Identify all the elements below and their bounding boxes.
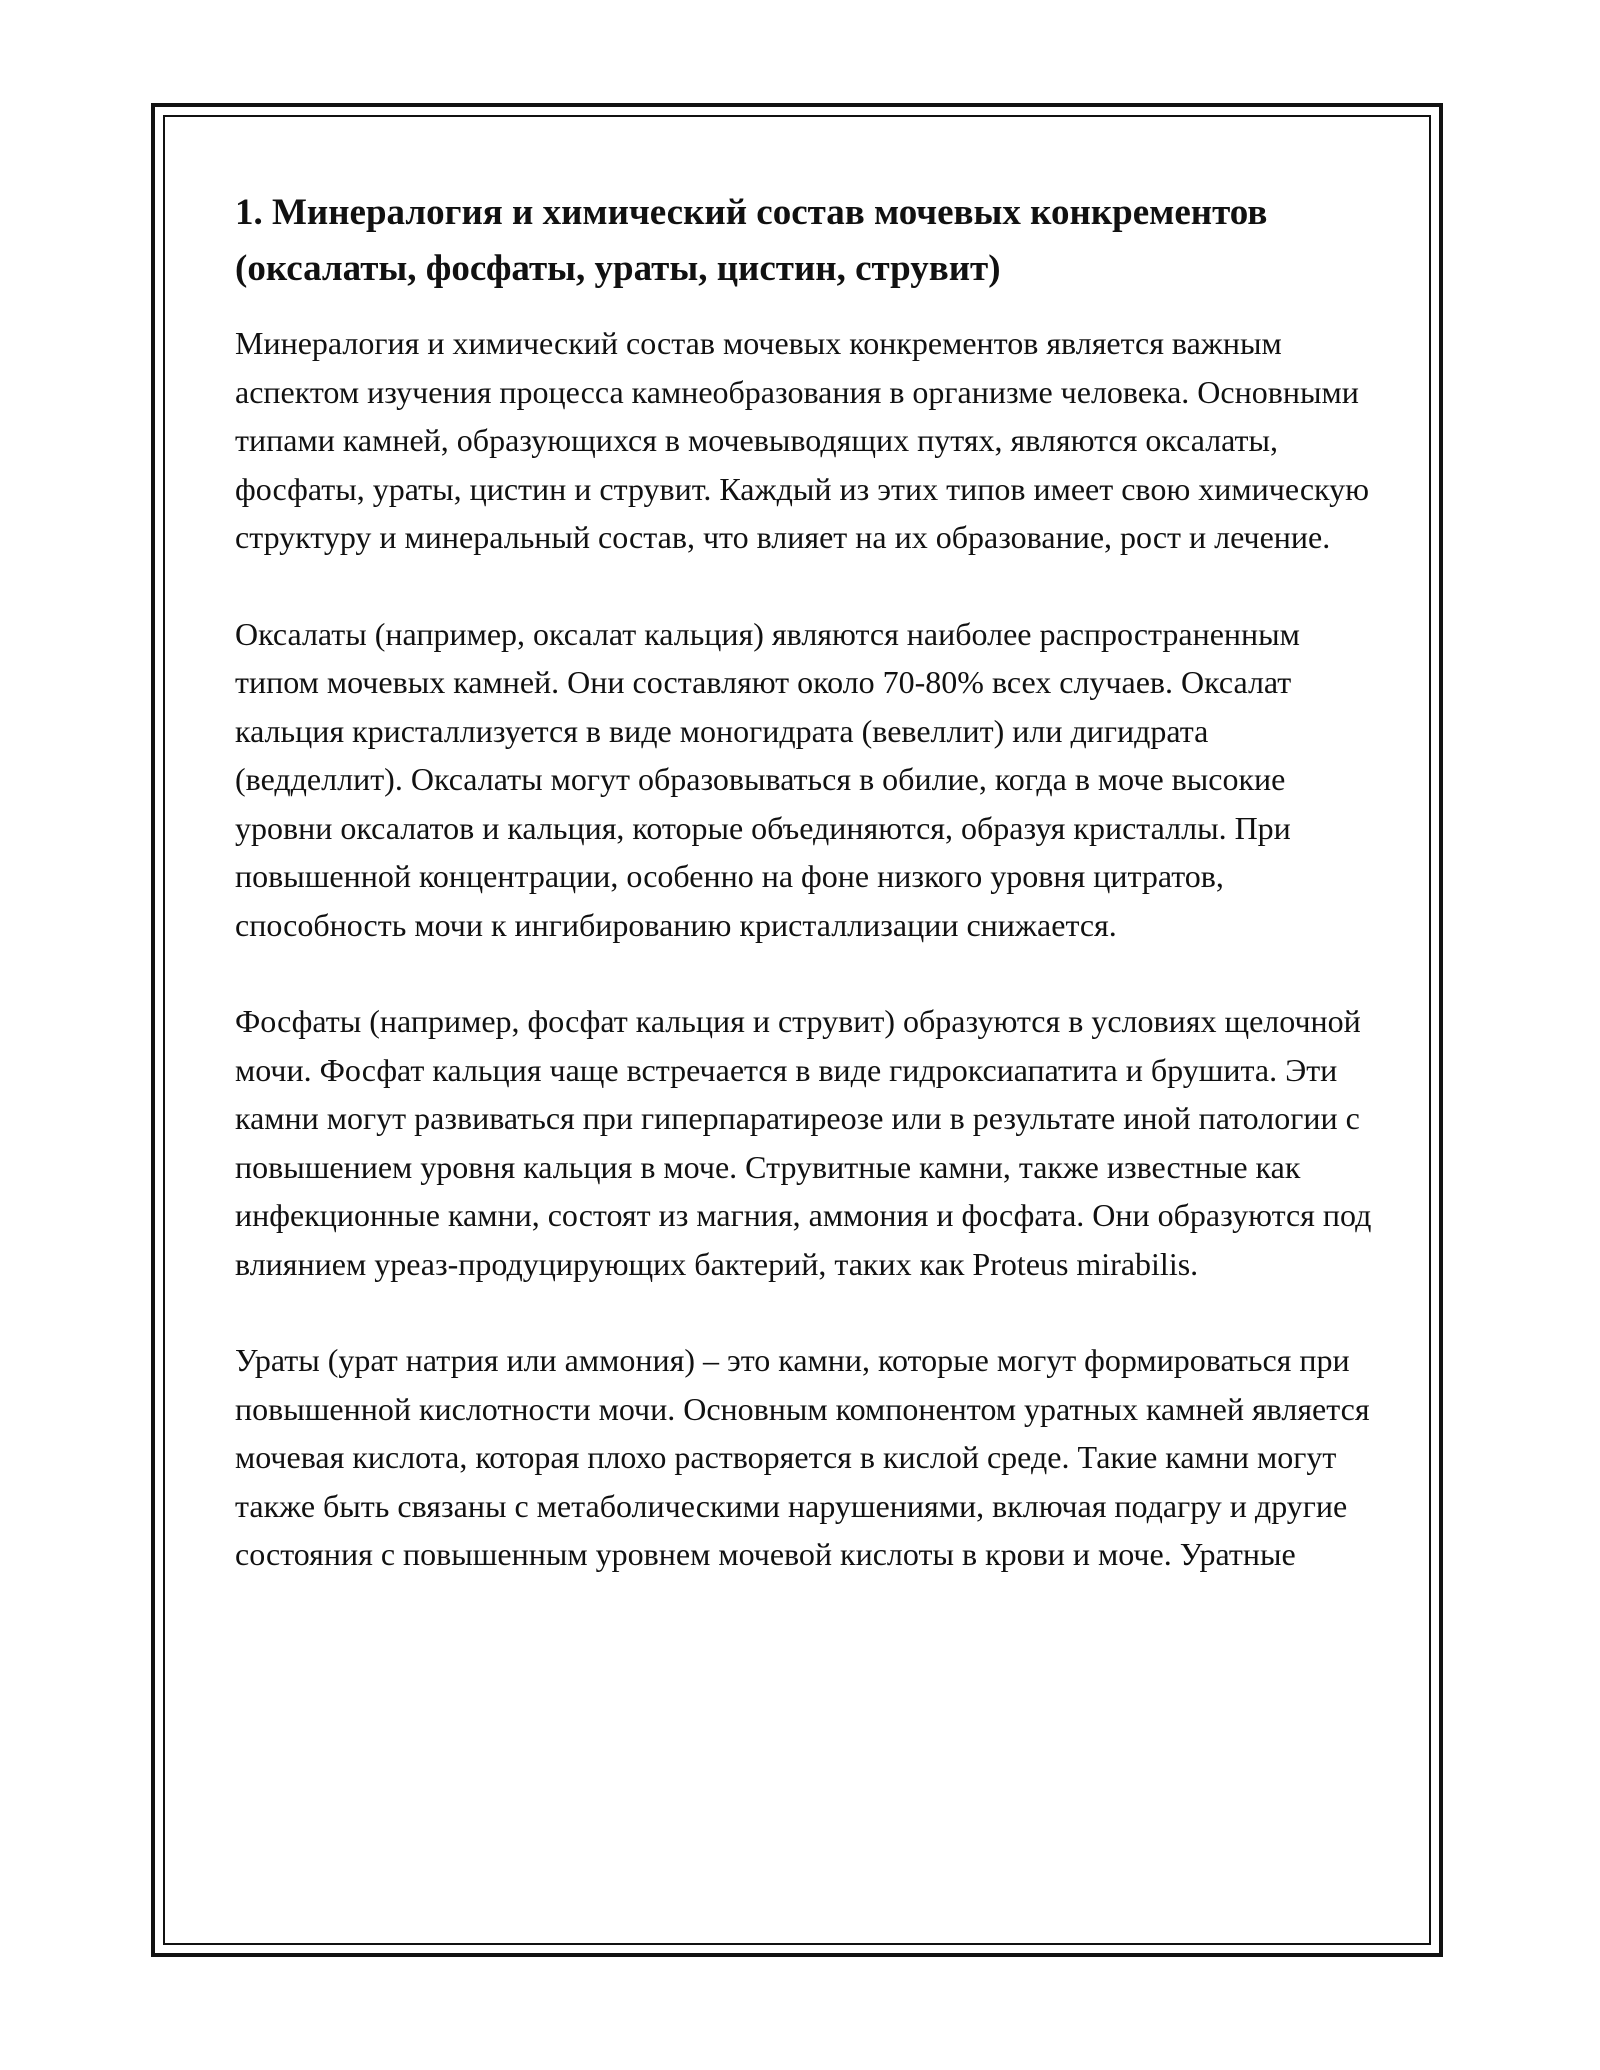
document-body	[235, 185, 1375, 1579]
section-heading: 1. Минералогия и химический состав мочевых конкрементов (оксалаты, фосфаты, ураты, цистин, струвит)	[235, 192, 1268, 289]
paragraph-oxalates: Оксалаты (например, оксалат кальция) являются наиболее распространенным типом мочевых камней. Они составляют около 70-80% всех случаев. Оксалат кальция кристаллизуется в виде моногидрата (вевеллит) или дигидрата (ведделлит). Оксалаты могут образовываться в обилие, когда в моче высокие уровни оксалатов и кальция, которые объединяются, образуя кристаллы. При повышенной концентрации, особенно на фоне низкого уровня цитратов, способность мочи к ингибированию кристаллизации снижается.	[235, 615, 1300, 943]
paragraph-urates: Ураты (урат натрия или аммония) – это камни, которые могут формироваться при повышенной кислотности мочи. Основным компонентом уратных камней является мочевая кислота, которая плохо растворяется в кислой среде. Такие камни могут также быть связаны с метаболическими нарушениями, включая подагру и другие состояния с повышенным уровнем мочевой кислоты в крови и моче. Уратные	[235, 1342, 1370, 1572]
paragraph-phosphates: Фосфаты (например, фосфат кальция и струвит) образуются в условиях щелочной мочи. Фосфат кальция чаще встречается в виде гидроксиапатита и брушита. Эти камни могут развиваться при гиперпаратиреозе или в результате иной патологии с повышением уровня кальция в моче. Струвитные камни, также известные как инфекционные камни, состоят из магния, аммония и фосфата. Они образуются под влиянием уреаз-продуцирующих бактерий, таких как Proteus mirabilis.	[235, 1003, 1372, 1282]
paragraph-intro: Минералогия и химический состав мочевых конкрементов является важным аспектом изучения процесса камнеобразования в организме человека. Основными типами камней, образующихся в мочевыводящих путях, являются оксалаты, фосфаты, ураты, цистин и струвит. Каждый из этих типов имеет свою химическую структуру и минеральный состав, что влияет на их образование, рост и лечение.	[235, 325, 1370, 555]
